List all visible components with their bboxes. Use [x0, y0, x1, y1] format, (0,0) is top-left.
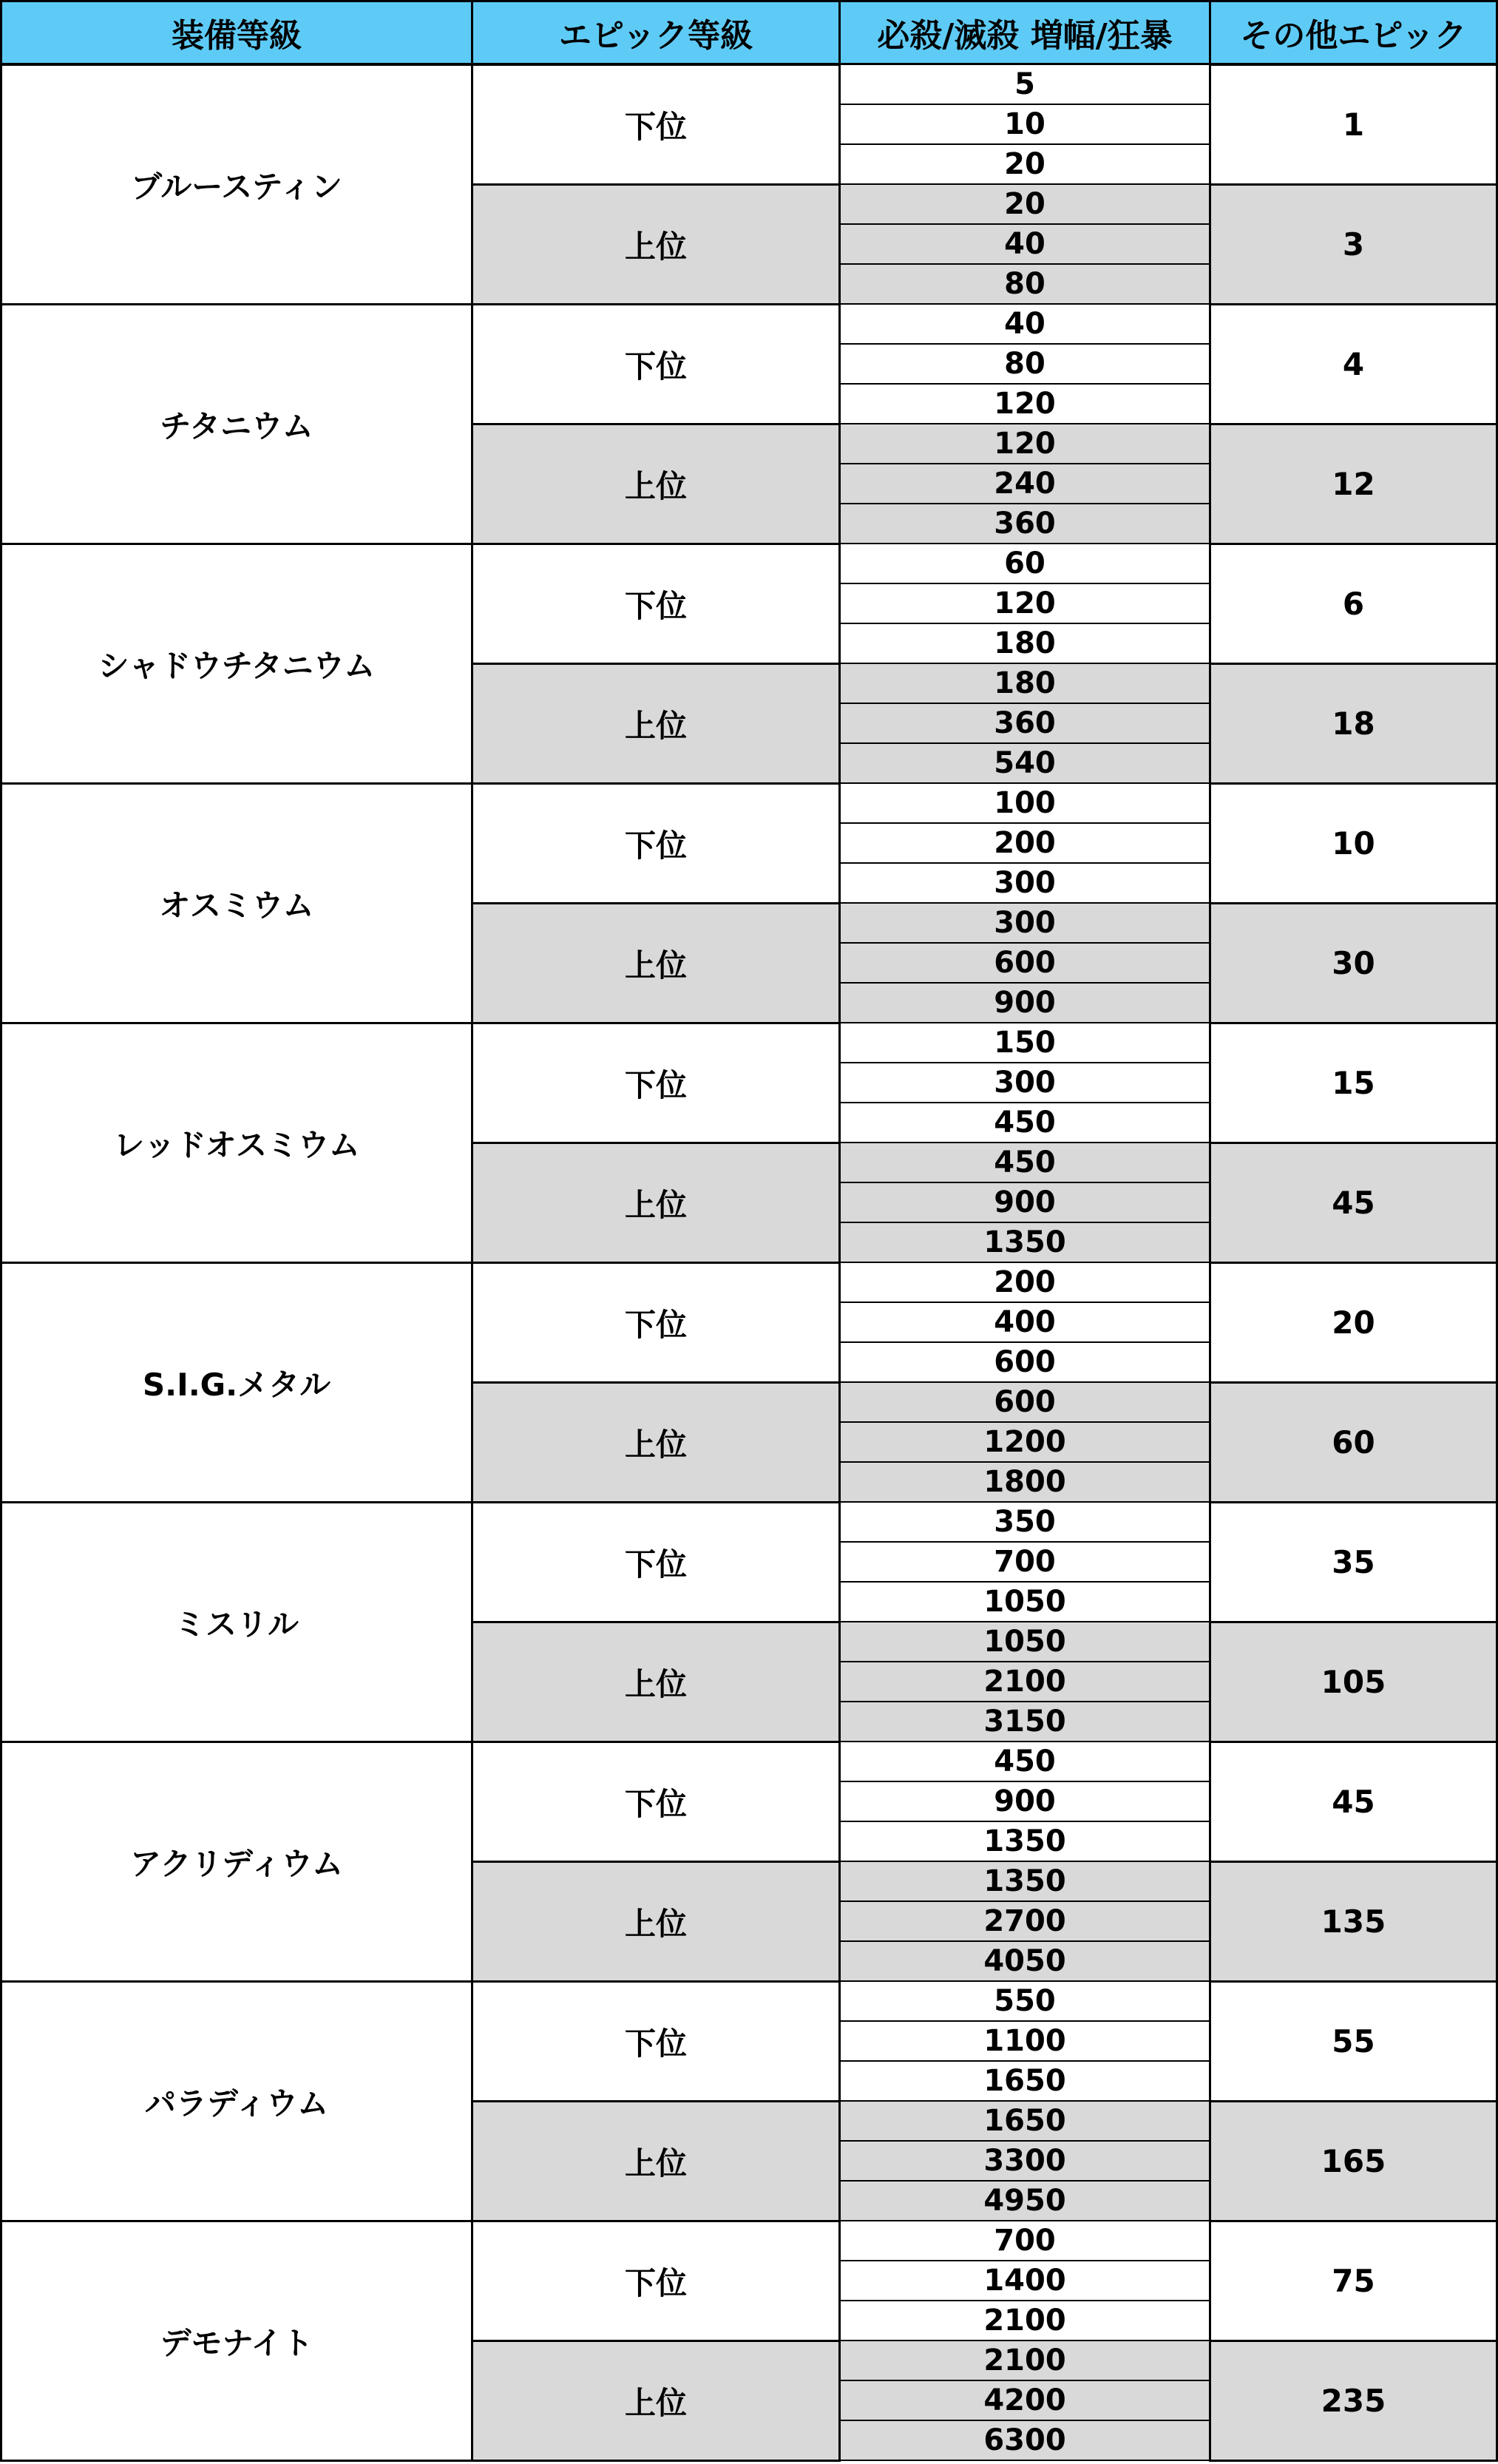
epic-tier-label: 上位 [471, 2340, 841, 2462]
grade-name: アクリディウム [0, 1741, 473, 1983]
other-epic-value: 55 [1209, 1980, 1498, 2102]
other-epic-value: 235 [1209, 2340, 1498, 2462]
epic-tier-label: 上位 [471, 1621, 841, 1743]
crit-value-cell: 1200 [838, 1421, 1211, 1463]
grade-name: シャドウチタニウム [0, 543, 473, 785]
other-epic-value: 35 [1209, 1501, 1498, 1623]
grade-name: チタニウム [0, 303, 473, 545]
epic-tier-label: 上位 [471, 423, 841, 545]
crit-value-cell: 4200 [838, 2380, 1211, 2421]
header-crit-values: 必殺/滅殺 増幅/狂暴 [838, 0, 1211, 65]
crit-value-cell: 450 [838, 1741, 1211, 1782]
other-epic-value: 105 [1209, 1621, 1498, 1743]
epic-tier-label: 下位 [471, 1501, 841, 1623]
epic-tier-label: 上位 [471, 2100, 841, 2222]
crit-value-cell: 20 [838, 143, 1211, 185]
crit-value-cell: 120 [838, 383, 1211, 424]
crit-value-cell: 360 [838, 703, 1211, 744]
epic-tier-label: 上位 [471, 902, 841, 1024]
epic-tier-label: 上位 [471, 183, 841, 305]
other-epic-value: 4 [1209, 303, 1498, 425]
crit-value-cell: 700 [838, 2220, 1211, 2261]
grade-name: ミスリル [0, 1501, 473, 1743]
epic-tier-label: 上位 [471, 1381, 841, 1503]
crit-value-cell: 600 [838, 1341, 1211, 1383]
epic-tier-label: 下位 [471, 543, 841, 665]
crit-value-cell: 1050 [838, 1621, 1211, 1662]
crit-value-cell: 3300 [838, 2140, 1211, 2182]
crit-value-cell: 1650 [838, 2100, 1211, 2142]
epic-tier-label: 下位 [471, 1022, 841, 1144]
crit-value-cell: 5 [838, 64, 1211, 105]
other-epic-value: 18 [1209, 663, 1498, 785]
crit-value-cell: 180 [838, 623, 1211, 664]
crit-value-cell: 350 [838, 1501, 1211, 1543]
crit-value-cell: 1400 [838, 2260, 1211, 2301]
epic-tier-label: 上位 [471, 1142, 841, 1264]
crit-value-cell: 300 [838, 862, 1211, 904]
crit-value-cell: 6300 [838, 2420, 1211, 2461]
header-grade: 装備等級 [0, 0, 473, 65]
crit-value-cell: 900 [838, 1781, 1211, 1822]
epic-tier-label: 下位 [471, 64, 841, 186]
crit-value-cell: 1100 [838, 2020, 1211, 2062]
epic-tier-label: 下位 [471, 1980, 841, 2102]
other-epic-value: 15 [1209, 1022, 1498, 1144]
other-epic-value: 60 [1209, 1381, 1498, 1503]
grade-name: S.I.G.メタル [0, 1262, 473, 1503]
crit-value-cell: 2700 [838, 1901, 1211, 1942]
crit-value-cell: 60 [838, 543, 1211, 584]
crit-value-cell: 2100 [838, 2340, 1211, 2381]
other-epic-value: 165 [1209, 2100, 1498, 2222]
crit-value-cell: 100 [838, 782, 1211, 824]
other-epic-value: 6 [1209, 543, 1498, 665]
epic-tier-label: 下位 [471, 303, 841, 425]
crit-value-cell: 600 [838, 1381, 1211, 1423]
crit-value-cell: 1800 [838, 1461, 1211, 1503]
grade-name: パラディウム [0, 1980, 473, 2222]
grade-name: オスミウム [0, 782, 473, 1024]
other-epic-value: 75 [1209, 2220, 1498, 2342]
crit-value-cell: 80 [838, 263, 1211, 305]
crit-value-cell: 120 [838, 423, 1211, 464]
crit-value-cell: 300 [838, 902, 1211, 944]
crit-value-cell: 450 [838, 1142, 1211, 1183]
header-other-epic: その他エピック [1209, 0, 1498, 65]
other-epic-value: 3 [1209, 183, 1498, 305]
other-epic-value: 135 [1209, 1861, 1498, 1983]
crit-value-cell: 2100 [838, 1661, 1211, 1702]
crit-value-cell: 200 [838, 1262, 1211, 1303]
crit-value-cell: 4950 [838, 2180, 1211, 2221]
other-epic-value: 12 [1209, 423, 1498, 545]
crit-value-cell: 1650 [838, 2060, 1211, 2102]
crit-value-cell: 200 [838, 822, 1211, 864]
crit-value-cell: 400 [838, 1302, 1211, 1343]
other-epic-value: 20 [1209, 1262, 1498, 1384]
crit-value-cell: 900 [838, 1182, 1211, 1223]
header-epic-tier: エピック等級 [471, 0, 841, 65]
grade-name: レッドオスミウム [0, 1022, 473, 1264]
crit-value-cell: 80 [838, 343, 1211, 385]
crit-value-cell: 10 [838, 104, 1211, 145]
epic-tier-label: 下位 [471, 1741, 841, 1863]
other-epic-value: 30 [1209, 902, 1498, 1024]
epic-tier-label: 下位 [471, 2220, 841, 2342]
crit-value-cell: 700 [838, 1541, 1211, 1583]
crit-value-cell: 900 [838, 982, 1211, 1023]
crit-value-cell: 40 [838, 223, 1211, 265]
crit-value-cell: 240 [838, 463, 1211, 504]
crit-value-cell: 120 [838, 583, 1211, 624]
epic-tier-label: 下位 [471, 1262, 841, 1384]
crit-value-cell: 20 [838, 183, 1211, 225]
grade-name: デモナイト [0, 2220, 473, 2462]
crit-value-cell: 180 [838, 663, 1211, 704]
other-epic-value: 45 [1209, 1142, 1498, 1264]
crit-value-cell: 450 [838, 1102, 1211, 1143]
crit-value-cell: 600 [838, 942, 1211, 984]
other-epic-value: 45 [1209, 1741, 1498, 1863]
crit-value-cell: 1350 [838, 1222, 1211, 1263]
crit-value-cell: 300 [838, 1062, 1211, 1103]
epic-tier-label: 上位 [471, 663, 841, 785]
grade-name: ブルースティン [0, 64, 473, 305]
crit-value-cell: 3150 [838, 1701, 1211, 1742]
crit-value-cell: 40 [838, 303, 1211, 345]
crit-value-cell: 1350 [838, 1821, 1211, 1862]
epic-tier-label: 下位 [471, 782, 841, 904]
crit-value-cell: 360 [838, 503, 1211, 544]
crit-value-cell: 550 [838, 1980, 1211, 2022]
crit-value-cell: 2100 [838, 2300, 1211, 2341]
crit-value-cell: 1350 [838, 1861, 1211, 1902]
crit-value-cell: 540 [838, 742, 1211, 784]
other-epic-value: 1 [1209, 64, 1498, 186]
crit-value-cell: 4050 [838, 1940, 1211, 1982]
other-epic-value: 10 [1209, 782, 1498, 904]
crit-value-cell: 150 [838, 1022, 1211, 1063]
crit-value-cell: 1050 [838, 1581, 1211, 1622]
epic-tier-label: 上位 [471, 1861, 841, 1983]
